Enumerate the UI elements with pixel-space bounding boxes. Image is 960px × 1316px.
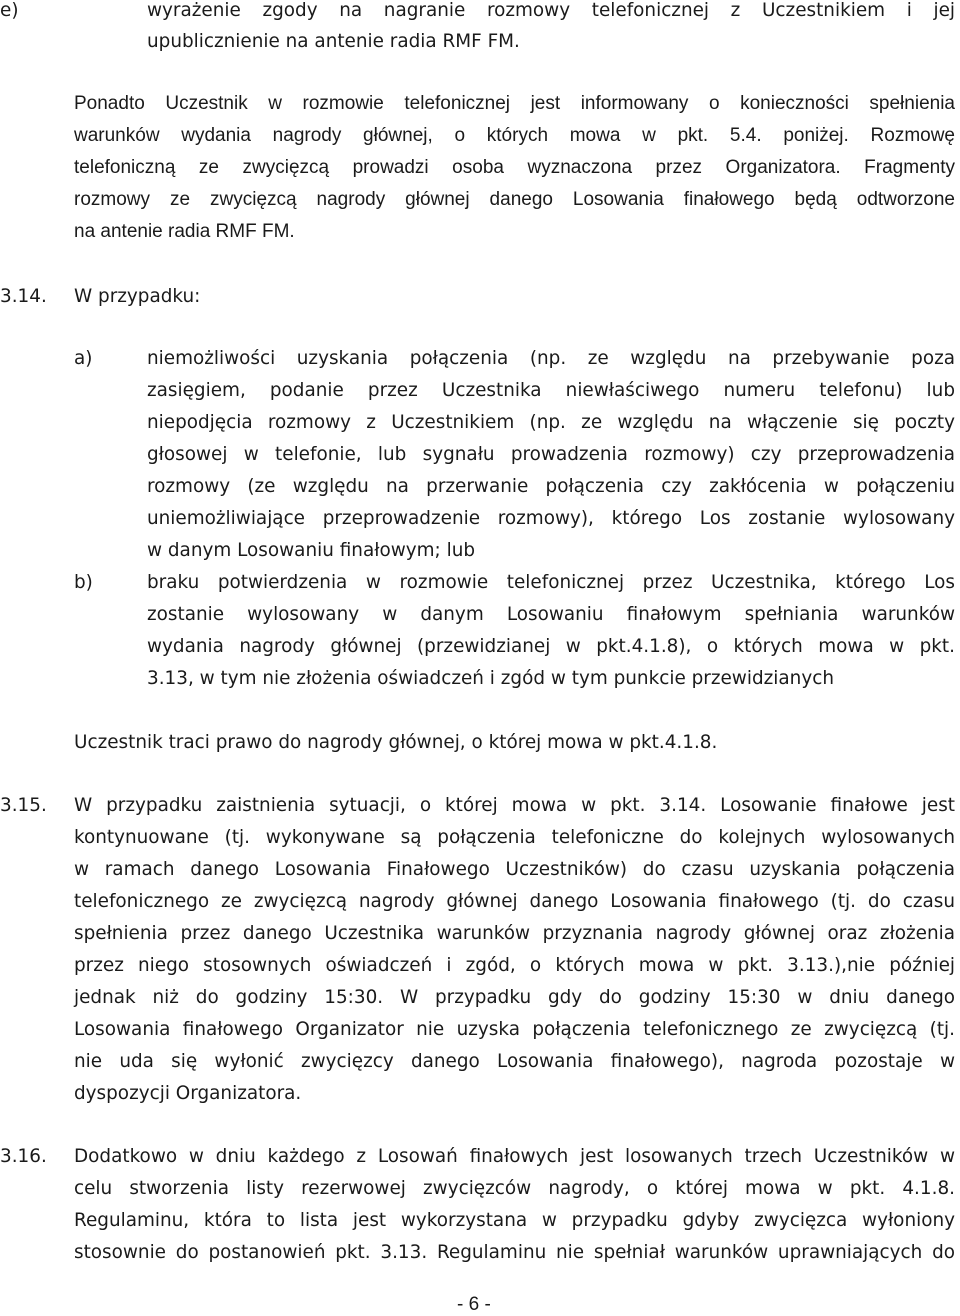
item-a-line-2: zasięgiem, podanie przez Uczestnika niewłaściwego numeru telefonu) lub (147, 380, 955, 401)
item-b-line-3: wydania nagrody głównej (przewidzianej w pkt.4.1.8), o których mowa w pkt. (147, 636, 955, 657)
item-e-line-2: upublicznienie na antenie radia RMF FM. (147, 31, 520, 52)
item-b-line-2: zostanie wylosowany w danym Losowaniu finałowym spełniania warunków (147, 604, 955, 625)
s315-line-7: jednak niż do godziny 15:30. W przypadku gdy do godziny 15:30 w dniu danego (74, 987, 955, 1008)
item-a-line-7: w danym Losowaniu finałowym; lub (147, 540, 476, 561)
section-number-3-15: 3.15. (0, 795, 47, 816)
item-e-line-1: wyrażenie zgody na nagranie rozmowy telefonicznej z Uczestnikiem i jej (147, 0, 955, 21)
item-a-line-3: niepodjęcia rozmowy z Uczestnikiem (np. ze względu na włączenie się poczty (147, 412, 955, 433)
s315-line-1: W przypadku zaistnienia sytuacji, o której mowa w pkt. 3.14. Losowanie finałowe jest (74, 795, 955, 816)
item-b-line-4: 3.13, w tym nie złożenia oświadczeń i zgód w tym punkcie przewidzianych (147, 668, 834, 689)
ponadto-line-4: rozmowy ze zwycięzcą nagrody głównej danego Losowania finałowego będą odtworzone (74, 189, 955, 210)
s315-line-8: Losowania finałowego Organizator nie uzyska połączenia telefonicznego ze zwycięzcą (tj. (74, 1019, 955, 1040)
item-a-line-4: głosowej w telefonie, lub sygnału prowadzenia rozmowy) czy przeprowadzenia (147, 444, 955, 465)
s315-line-2: kontynuowane (tj. wykonywane są połączenia telefoniczne do kolejnych wylosowanych (74, 827, 955, 848)
s315-line-6: przez niego stosownych oświadczeń i zgód, o których mowa w pkt. 3.13.),nie później (74, 955, 955, 976)
list-marker-e: e) (0, 0, 19, 21)
s315-line-9: nie uda się wyłonić zwycięzcy danego Losowania finałowego), nagroda pozostaje w (74, 1051, 955, 1072)
ponadto-line-3: telefoniczną ze zwycięzcą prowadzi osoba wyznaczona przez Organizatora. Fragmenty (74, 157, 955, 178)
item-a-line-6: uniemożliwiające przeprowadzenie rozmowy), którego Los zostanie wylosowany (147, 508, 955, 529)
s315-line-3: w ramach danego Losowania Finałowego Uczestników) do czasu uzyskania połączenia (74, 859, 955, 880)
s316-line-3: Regulaminu, która to lista jest wykorzystana w przypadku gdyby zwycięzca wyłoniony (74, 1210, 955, 1231)
item-a-line-1: niemożliwości uzyskania połączenia (np. ze względu na przebywanie poza (147, 348, 955, 369)
section-number-3-16: 3.16. (0, 1146, 47, 1167)
list-marker-b: b) (74, 572, 93, 593)
item-a-line-5: rozmowy (ze względu na przerwanie połączenia czy zakłócenia w połączeniu (147, 476, 955, 497)
section-3-14-heading: W przypadku: (74, 286, 201, 307)
section-number-3-14: 3.14. (0, 286, 47, 307)
list-marker-a: a) (74, 348, 93, 369)
s316-line-4: stosownie do postanowień pkt. 3.13. Regulaminu nie spełniał warunków uprawniających do (74, 1242, 955, 1263)
s315-line-4: telefonicznego ze zwycięzcą nagrody głównej danego Losowania finałowego (tj. do czasu (74, 891, 955, 912)
s316-line-2: celu stworzenia listy rezerwowej zwycięzców nagrody, o której mowa w pkt. 4.1.8. (74, 1178, 955, 1199)
section-3-14-conclusion: Uczestnik traci prawo do nagrody głównej, o której mowa w pkt.4.1.8. (74, 732, 718, 753)
s315-line-5: spełnienia przez danego Uczestnika warunków przyznania nagrody głównej oraz złożenia (74, 923, 955, 944)
page-number: - 6 - (457, 1294, 491, 1315)
ponadto-line-2: warunków wydania nagrody głównej, o których mowa w pkt. 5.4. poniżej. Rozmowę (74, 125, 955, 146)
s315-line-10: dyspozycji Organizatora. (74, 1083, 302, 1104)
item-b-line-1: braku potwierdzenia w rozmowie telefonicznej przez Uczestnika, którego Los (147, 572, 955, 593)
s316-line-1: Dodatkowo w dniu każdego z Losowań finałowych jest losowanych trzech Uczestników w (74, 1146, 955, 1167)
ponadto-line-5: na antenie radia RMF FM. (74, 221, 295, 242)
ponadto-line-1: Ponadto Uczestnik w rozmowie telefonicznej jest informowany o konieczności spełnienia (74, 93, 955, 114)
